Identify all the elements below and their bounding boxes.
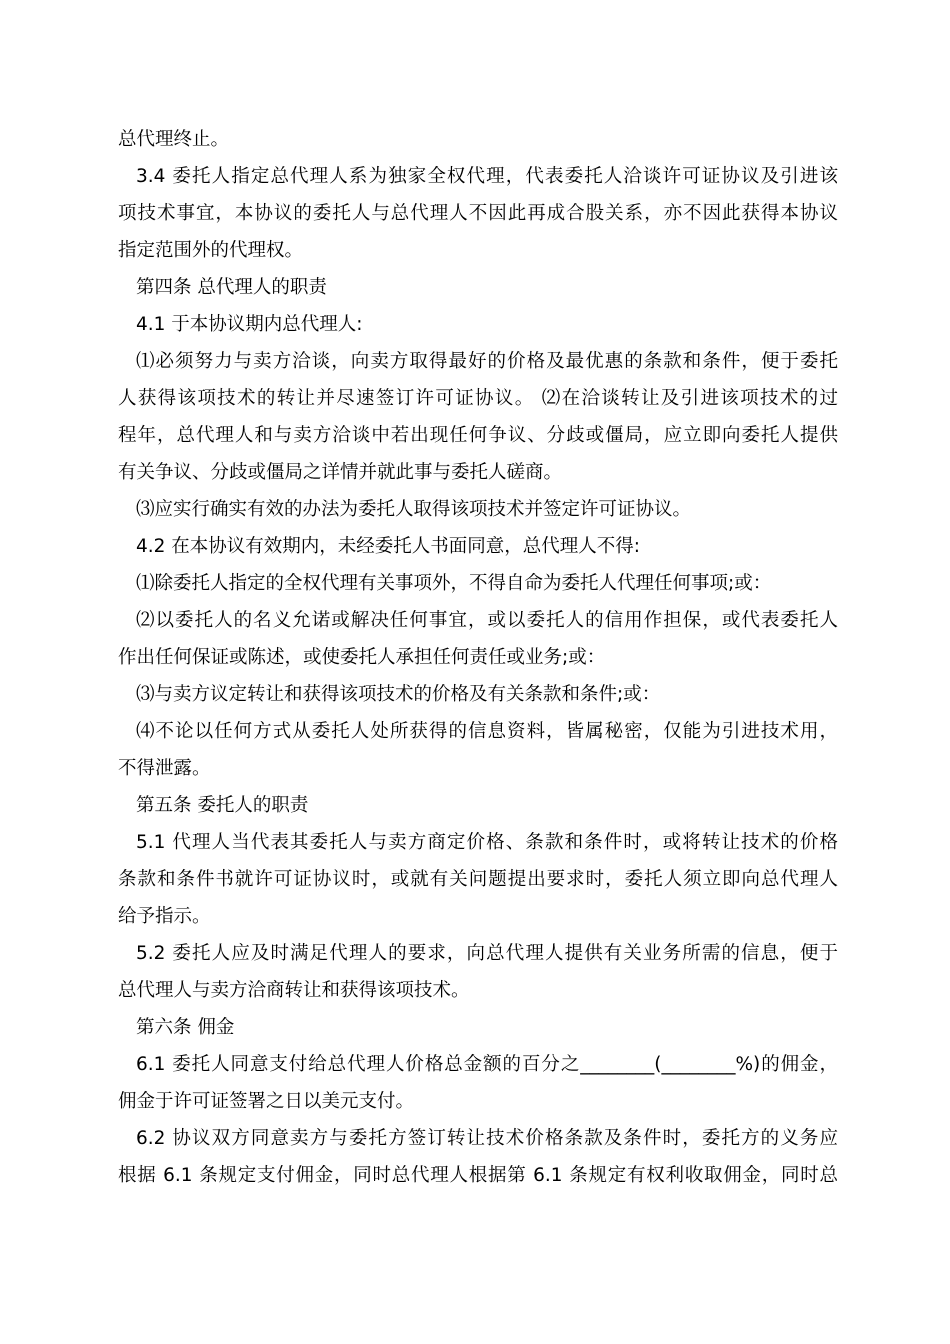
item-line: ⑴必须努力与卖方洽谈，向卖方取得最好的价格及最优惠的条款和条件，便于委托 <box>136 351 838 372</box>
paragraph-line: 总代理终止。 <box>118 129 230 150</box>
paragraph-line: 程年，总代理人和与卖方洽谈中若出现任何争议、分歧或僵局，应立即向委托人提供 <box>118 425 838 446</box>
clause-4-2-line: 4.2 在本协议有效期内，未经委托人书面同意，总代理人不得: <box>136 536 641 557</box>
paragraph-line: 给予指示。 <box>118 906 211 927</box>
article-4-heading: 第四条 总代理人的职责 <box>136 277 327 298</box>
paragraph-line: 条款和条件书就许可证协议时，或就有关问题提出要求时，委托人须立即向总代理人 <box>118 869 838 890</box>
paragraph-line: 总代理人与卖方洽商转让和获得该项技术。 <box>118 980 470 1001</box>
clause-6-2-line: 6.2 协议双方同意卖方与委托方签订转让技术价格条款及条件时，委托方的义务应 <box>136 1128 838 1149</box>
clause-5-1-line: 5.1 代理人当代表其委托人与卖方商定价格、条款和条件时，或将转让技术的价格 <box>136 832 838 853</box>
paragraph-line: 根据 6.1 条规定支付佣金，同时总代理人根据第 6.1 条规定有权利收取佣金，同时总 <box>118 1165 838 1186</box>
document-body <box>118 121 838 1194</box>
clause-4-1-line: 4.1 于本协议期内总代理人: <box>136 314 363 335</box>
clause-6-1-line: 6.1 委托人同意支付给总代理人价格总金额的百分之________(________%)的佣金， <box>136 1054 838 1075</box>
paragraph-line: 作出任何保证或陈述，或使委托人承担任何责任或业务;或： <box>118 647 606 668</box>
item-line: ⑴除委托人指定的全权代理有关事项外，不得自命为委托人代理任何事项;或： <box>136 573 772 594</box>
item-line: ⑶与卖方议定转让和获得该项技术的价格及有关条款和条件;或： <box>136 684 661 705</box>
article-5-heading: 第五条 委托人的职责 <box>136 795 309 816</box>
paragraph-line: 佣金于许可证签署之日以美元支付。 <box>118 1091 415 1112</box>
item-line: ⑵以委托人的名义允诺或解决任何事宜，或以委托人的信用作担保，或代表委托人 <box>136 610 838 631</box>
clause-3-4-line: 3.4 委托人指定总代理人系为独家全权代理，代表委托人洽谈许可证协议及引进该 <box>136 166 838 187</box>
paragraph-line: 指定范围外的代理权。 <box>118 240 304 261</box>
article-6-heading: 第六条 佣金 <box>136 1017 235 1038</box>
item-line: ⑶应实行确实有效的办法为委托人取得该项技术并签定许可证协议。 <box>136 499 692 520</box>
clause-5-2-line: 5.2 委托人应及时满足代理人的要求，向总代理人提供有关业务所需的信息，便于 <box>136 943 838 964</box>
paragraph-line: 人获得该项技术的转让并尽速签订许可证协议。 ⑵在洽谈转让及引进该项技术的过 <box>118 388 838 409</box>
paragraph-line: 项技术事宜，本协议的委托人与总代理人不因此再成合股关系，亦不因此获得本协议 <box>118 203 838 224</box>
item-line: ⑷不论以任何方式从委托人处所获得的信息资料，皆属秘密，仅能为引进技术用， <box>136 721 838 742</box>
paragraph-line: 不得泄露。 <box>118 758 211 779</box>
paragraph-line: 有关争议、分歧或僵局之详情并就此事与委托人磋商。 <box>118 462 563 483</box>
